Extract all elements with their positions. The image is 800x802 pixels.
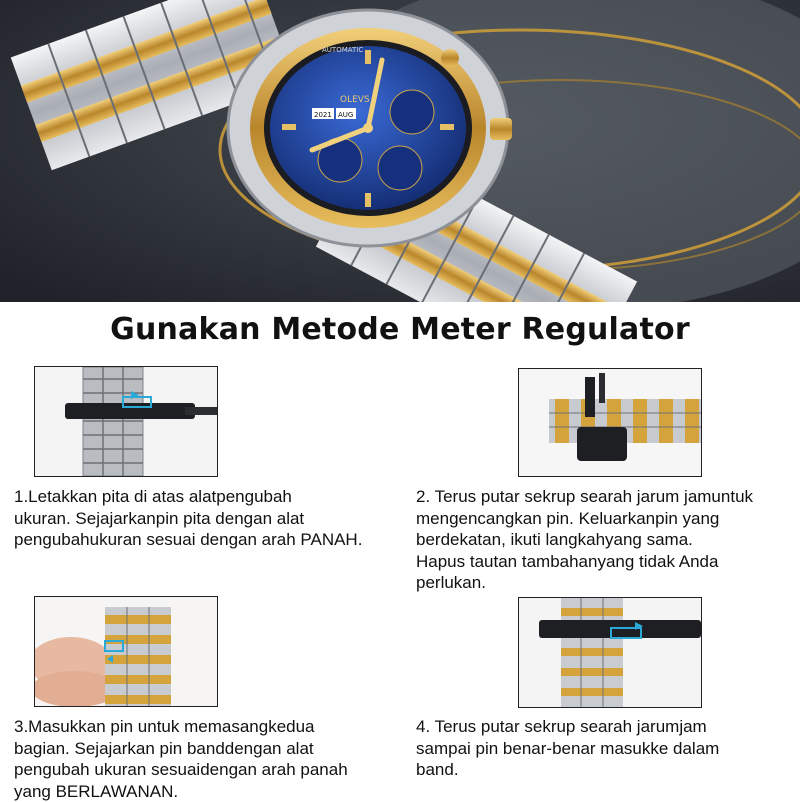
brand-logo: OLEVS xyxy=(340,95,370,105)
dial-text: AUTOMATIC xyxy=(322,46,364,54)
page-title: Gunakan Metode Meter Regulator xyxy=(110,312,690,347)
step-4-text: 4. Terus putar sekrup searah jarumjam sampai pin benar-benar masukke dalam band. xyxy=(416,717,720,779)
day-window: AUG xyxy=(338,111,354,119)
step-4-photo xyxy=(518,597,702,708)
step-3-text: 3.Masukkan pin untuk memasangkedua bagian. Sejajarkan pin banddengan alat pengubah ukuran sesuaidengan arah panah yang BERLAWANAN. xyxy=(14,717,348,801)
step-2-text: 2. Terus putar sekrup searah jarum jamuntuk mengencangkan pin. Keluarkanpin yang berdekatan, ikuti langkahyang sama. Hapus tautan tambahanyang tidak Anda perlukan. xyxy=(416,487,754,592)
step-1-text: 1.Letakkan pita di atas alatpengubah ukuran. Sejajarkanpin pita dengan alat pengubahukuran sesuai dengan arah PANAH. xyxy=(14,487,363,549)
step-1-photo xyxy=(34,366,218,477)
hero-watch-photo xyxy=(0,0,800,302)
step-2-photo xyxy=(518,368,702,477)
step-3-photo xyxy=(34,596,218,707)
date-window: 2021 xyxy=(314,111,332,119)
watch-illustration xyxy=(0,0,800,302)
